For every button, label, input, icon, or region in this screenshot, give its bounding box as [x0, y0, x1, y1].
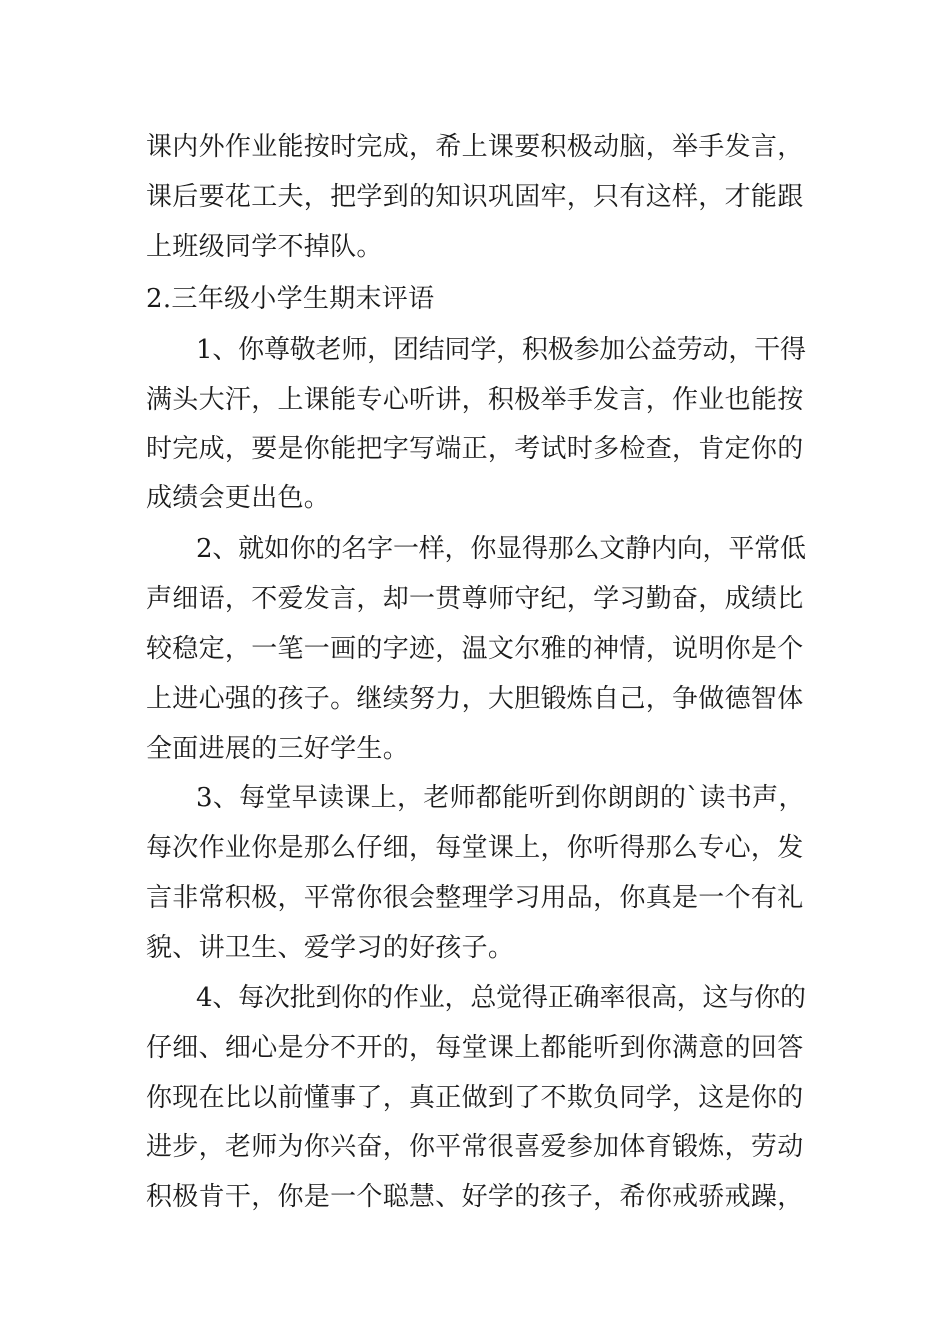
- text-line: 课内外作业能按时完成，希上课要积极动脑，举手发言，: [146, 132, 804, 162]
- section-heading: 2.三年级小学生期末评语: [146, 284, 435, 314]
- text-line: 言非常积极，平常你很会整理学习用品，你真是一个有礼: [146, 883, 804, 913]
- text-line: 上进心强的孩子。继续努力，大胆锻炼自己，争做德智体: [146, 684, 804, 714]
- text-line: 3、每堂早读课上，老师都能听到你朗朗的`读书声，: [196, 783, 805, 813]
- text-line: 成绩会更出色。: [146, 483, 331, 513]
- text-line: 仔细、细心是分不开的，每堂课上都能听到你满意的回答: [146, 1033, 804, 1063]
- text-line: 貌、讲卫生、爱学习的好孩子。: [146, 933, 515, 963]
- text-line: 每次作业你是那么仔细，每堂课上，你听得那么专心，发: [146, 833, 804, 863]
- text-line: 满头大汗，上课能专心听讲，积极举手发言，作业也能按: [146, 385, 804, 415]
- text-line: 课后要花工夫，把学到的知识巩固牢，只有这样，才能跟: [146, 182, 804, 212]
- text-line: 1、你尊敬老师，团结同学，积极参加公益劳动，干得: [196, 335, 806, 365]
- text-line: 时完成，要是你能把字写端正，考试时多检查，肯定你的: [146, 434, 804, 464]
- text-line: 全面进展的三好学生。: [146, 734, 410, 764]
- text-line: 上班级同学不掉队。: [146, 232, 383, 262]
- text-line: 进步，老师为你兴奋，你平常很喜爱参加体育锻炼，劳动: [146, 1132, 804, 1162]
- text-line: 你现在比以前懂事了，真正做到了不欺负同学，这是你的: [146, 1083, 804, 1113]
- text-line: 4、每次批到你的作业，总觉得正确率很高，这与你的: [196, 983, 806, 1013]
- text-line: 2、就如你的名字一样，你显得那么文静内向，平常低: [196, 534, 806, 564]
- text-line: 积极肯干，你是一个聪慧、好学的孩子，希你戒骄戒躁，: [146, 1182, 804, 1212]
- text-line: 较稳定，一笔一画的字迹，温文尔雅的神情，说明你是个: [146, 634, 804, 664]
- text-line: 声细语，不爱发言，却一贯尊师守纪，学习勤奋，成绩比: [146, 584, 804, 614]
